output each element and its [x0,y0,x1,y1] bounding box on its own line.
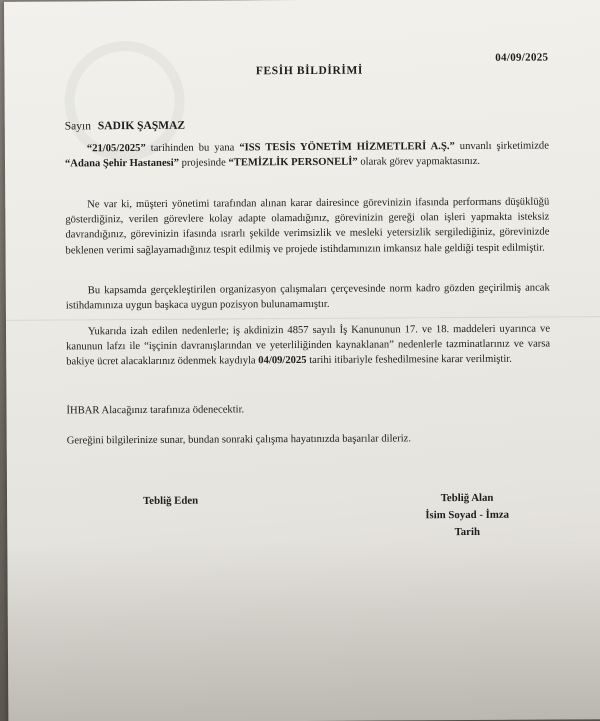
salutation: Sayın [64,120,92,133]
signature-recipient-label: Tebliğ Alan [440,491,494,505]
signature-date-field: Tarih [454,525,480,539]
p1-text-3: projesinde [178,157,229,169]
signature-recipient-block [412,490,522,542]
paragraph-employment [65,138,549,171]
letter-body [64,0,558,721]
paragraph-notice-pay: İHBAR Alacağınız tarafınıza ödenecektir. [66,404,245,417]
position-name: “TEMİZLİK PERSONELİ” [228,156,358,169]
letter-date: 04/09/2025 [495,51,549,64]
project-name: “Adana Şehir Hastanesi” [64,157,180,170]
signature-notifier: Tebliğ Eden [143,494,199,507]
termination-date: 04/09/2025 [258,355,307,367]
p4-text-2: tarihi itibariyle feshedilmesine karar verilmiştir. [306,354,512,367]
start-date: “21/05/2025” [86,142,146,155]
paragraph-closing: Gereğini bilgilerinize sunar, bundan sonraki çalışma hayatınızda başarılar dileriz. [66,433,412,447]
p1-text-2: unvanlı şirketimizde [454,140,549,153]
paragraph-performance: Ne var ki, müşteri yönetimi tarafından alınan karar dairesince görevinizin ifasında performans düşüklüğü gösterdiğiniz, verilen görevlere kolay adapte olamadığınız, görevinizin gereği olan işleri yapmakta isteksiz davrandığınız, görevinizin ifasında ısrarlı şekilde verimsizlik ve mesleki yetersizlik sergilediğiniz, görevinizde beklenen verimi sağlayamadığınız tespit edilmiş ve projede istihdamınızın imkansız hale geldiği tespit edilmiştir. [65,196,550,257]
p1-text-4: olarak görev yapmaktasınız. [357,156,481,168]
p4-text-1: Yukarıda izah edilen nedenlerle; iş akdinizin 4857 sayılı İş Kanununun 17. ve 18. maddeleri uyarınca ve kanunun lafzı ile “işçinin davranışlarından ve yeterliliğinden kaynaklanan” nedenlerle tazminatlarınız ve varsa bakiye ücret alacaklarınız ödenmek kaydıyla [66,323,551,368]
paper-sheet [4,0,600,721]
paragraph-organization: Bu kapsamda gerçekleştirilen organizasyon çalışmaları çerçevesinde norm kadro gözden geçirilmiş ancak istihdamınıza uygun başkaca uygun pozisyon bulunamamıştır. [65,282,550,312]
signature-name-field: İsim Soyad - İmza [425,508,510,522]
paragraph-termination [66,321,550,370]
company-name: “ISS TESİS YÖNETİM HİZMETLERİ A.Ş.” [239,141,455,154]
letter-title: FESİH BİLDİRİMİ [255,64,364,78]
salutation-line [65,119,185,135]
p1-text-1: tarihinden bu yana [145,142,240,154]
recipient-name: SADIK ŞAŞMAZ [97,119,186,133]
